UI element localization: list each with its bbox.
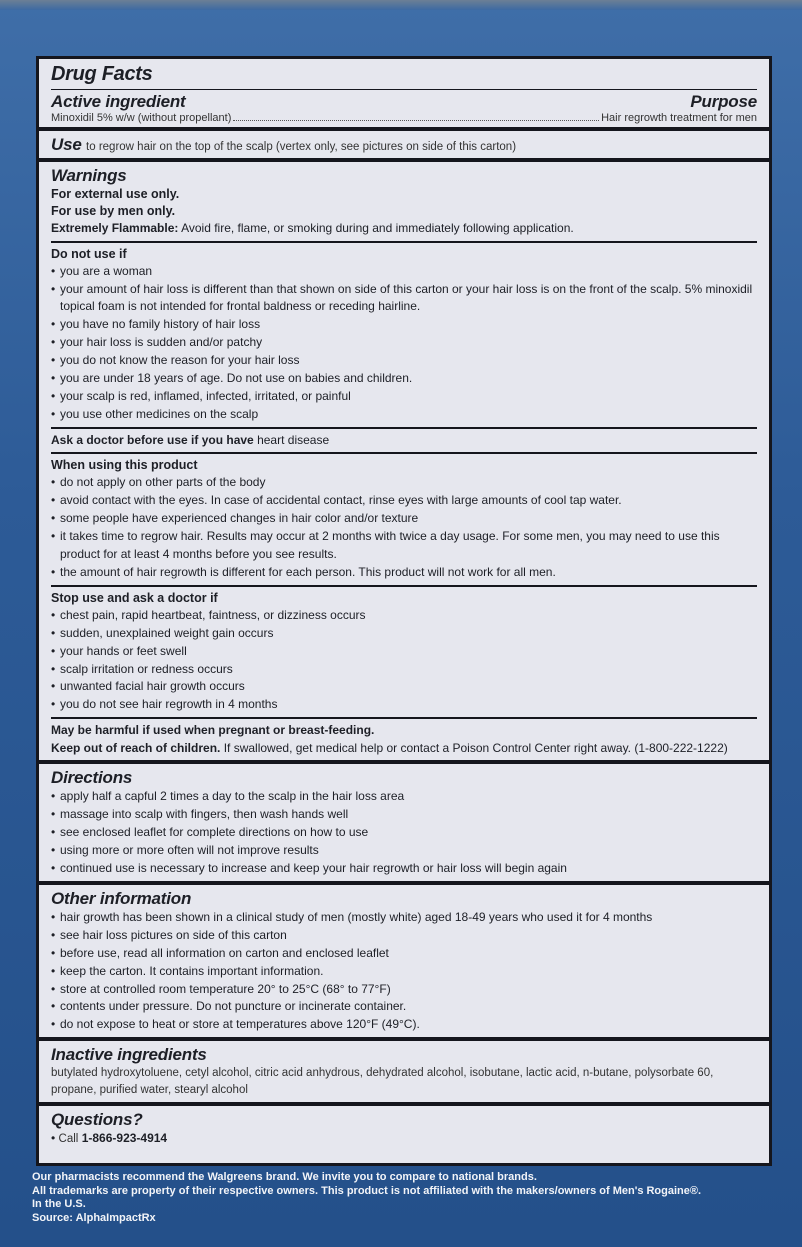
- list-item: • massage into scalp with fingers, then wash hands well: [51, 806, 757, 824]
- men-only-warning: For use by men only.: [51, 204, 176, 218]
- pregnancy-warning: May be harmful if used when pregnant or breast-feeding.: [51, 723, 375, 738]
- inactive-ingredients-section: [39, 1041, 769, 1106]
- stop-use-heading: Stop use and ask a doctor if: [51, 590, 218, 605]
- warnings-section: [39, 162, 769, 764]
- dot-leader: [233, 120, 599, 121]
- drug-facts-panel: [36, 56, 772, 1166]
- other-information-heading: Other information: [51, 888, 192, 908]
- list-item: • your hands or feet swell: [51, 643, 757, 661]
- list-item: • you are under 18 years of age. Do not use on babies and children.: [51, 370, 757, 388]
- list-item: • avoid contact with the eyes. In case of accidental contact, rinse eyes with large amounts of cool tap water.: [51, 492, 757, 510]
- flammable-warning: [51, 220, 757, 238]
- list-item: • your scalp is red, inflamed, infected, irritated, or painful: [51, 388, 757, 406]
- list-item: • chest pain, rapid heartbeat, faintness, or dizziness occurs: [51, 607, 757, 625]
- questions-heading: Questions?: [51, 1110, 143, 1130]
- list-item: • sudden, unexplained weight gain occurs: [51, 625, 757, 643]
- keep-out-warning: [51, 740, 757, 758]
- list-item: • continued use is necessary to increase and keep your hair regrowth or hair loss will begin again: [51, 860, 757, 878]
- list-item: • see enclosed leaflet for complete directions on how to use: [51, 824, 757, 842]
- active-ingredient-name: Minoxidil 5% w/w (without propellant): [51, 112, 232, 124]
- list-item: • see hair loss pictures on side of this carton: [51, 927, 757, 945]
- list-item: • you have no family history of hair loss: [51, 316, 757, 334]
- list-item: • do not expose to heat or store at temperatures above 120°F (49°C).: [51, 1016, 757, 1034]
- warnings-heading: Warnings: [51, 166, 127, 185]
- purpose-text: Hair regrowth treatment for men: [601, 112, 757, 124]
- footnote: All trademarks are property of their respective owners. This product is not affiliated with the makers/owners of Men's Rogaine®.: [32, 1184, 702, 1197]
- directions-section: [39, 764, 769, 885]
- drug-facts-title: Drug Facts: [51, 63, 153, 85]
- other-information-list: [51, 909, 757, 1034]
- other-information-section: [39, 885, 769, 1041]
- list-item: • unwanted facial hair growth occurs: [51, 678, 757, 696]
- ask-doctor-block: [51, 427, 757, 450]
- list-item: • do not apply on other parts of the body: [51, 474, 757, 492]
- list-item: • you are a woman: [51, 263, 757, 281]
- ask-doctor-text: heart disease: [257, 432, 330, 447]
- directions-list: [51, 788, 757, 878]
- active-ingredient-heading: Active ingredient: [51, 92, 186, 111]
- footnotes: [32, 1171, 792, 1225]
- use-section: [39, 131, 769, 162]
- bullet: •: [51, 1131, 59, 1146]
- when-using-block: [51, 452, 757, 581]
- list-item: • hair growth has been shown in a clinical study of men (mostly white) aged 18-49 years who used it for 4 months: [51, 909, 757, 927]
- divider: [51, 89, 757, 90]
- phone-number: 1-866-923-4914: [81, 1131, 168, 1146]
- keep-out-label: Keep out of reach of children.: [51, 740, 221, 755]
- directions-heading: Directions: [51, 768, 133, 788]
- when-using-heading: When using this product: [51, 458, 198, 473]
- list-item: • keep the carton. It contains important information.: [51, 963, 757, 981]
- pregnancy-children-block: [51, 717, 757, 757]
- carton-top-edge: [0, 0, 802, 10]
- source-line: Source: AlphaImpactRx: [32, 1211, 156, 1224]
- questions-phone-line: [51, 1130, 757, 1149]
- do-not-use-heading: Do not use if: [51, 246, 127, 261]
- do-not-use-block: [51, 241, 757, 424]
- footnote: In the U.S.: [32, 1198, 86, 1210]
- stop-use-block: [51, 585, 757, 714]
- external-use-warning: For external use only.: [51, 187, 180, 201]
- list-item: • your amount of hair loss is different than that shown on side of this carton or your hair loss is on the front of the scalp. 5% minoxidil topical foam is not intended for frontal baldness or receding hairline.: [51, 281, 757, 317]
- list-item: • you do not see hair regrowth in 4 months: [51, 696, 757, 714]
- list-item: • contents under pressure. Do not puncture or incinerate container.: [51, 998, 757, 1016]
- list-item: • apply half a capful 2 times a day to the scalp in the hair loss area: [51, 788, 757, 806]
- use-heading: Use: [51, 135, 82, 154]
- when-using-list: [51, 474, 757, 581]
- inactive-ingredients-heading: Inactive ingredients: [51, 1045, 207, 1065]
- call-label: Call: [58, 1133, 79, 1146]
- list-item: • some people have experienced changes in hair color and/or texture: [51, 510, 757, 528]
- ask-doctor-label: Ask a doctor before use if you have: [51, 432, 254, 447]
- active-heading-row: [51, 92, 757, 112]
- use-text: to regrow hair on the top of the scalp (vertex only, see pictures on side of this carton): [86, 141, 517, 153]
- keep-out-text: If swallowed, get medical help or contact a Poison Control Center right away. (1-800-222-1222): [223, 740, 728, 755]
- questions-section: [39, 1106, 769, 1152]
- list-item: • you use other medicines on the scalp: [51, 406, 757, 424]
- flammable-text: Avoid fire, flame, or smoking during and immediately following application.: [181, 221, 574, 235]
- list-item: • your hair loss is sudden and/or patchy: [51, 334, 757, 352]
- active-ingredient-line: [51, 112, 757, 124]
- list-item: • the amount of hair regrowth is different for each person. This product will not work for all men.: [51, 564, 757, 582]
- inactive-ingredients-text: butylated hydroxytoluene, cetyl alcohol, citric acid anhydrous, dehydrated alcohol, isobutane, lactic acid, n-butane, polysorbate 60, propane, purified water, stearyl alcohol: [51, 1067, 714, 1097]
- flammable-label: Extremely Flammable:: [51, 221, 179, 235]
- list-item: • using more or more often will not improve results: [51, 842, 757, 860]
- do-not-use-list: [51, 263, 757, 424]
- footnote: Our pharmacists recommend the Walgreens brand. We invite you to compare to national brands.: [32, 1171, 537, 1183]
- list-item: • scalp irritation or redness occurs: [51, 661, 757, 679]
- active-ingredient-section: [39, 59, 769, 131]
- purpose-heading: Purpose: [690, 92, 757, 111]
- list-item: • it takes time to regrow hair. Results may occur at 2 months with twice a day usage. For some men, you may need to use this product for at least 4 months before you see results.: [51, 528, 757, 564]
- list-item: • you do not know the reason for your hair loss: [51, 352, 757, 370]
- list-item: • store at controlled room temperature 20° to 25°C (68° to 77°F): [51, 981, 757, 999]
- list-item: • before use, read all information on carton and enclosed leaflet: [51, 945, 757, 963]
- stop-use-list: [51, 607, 757, 714]
